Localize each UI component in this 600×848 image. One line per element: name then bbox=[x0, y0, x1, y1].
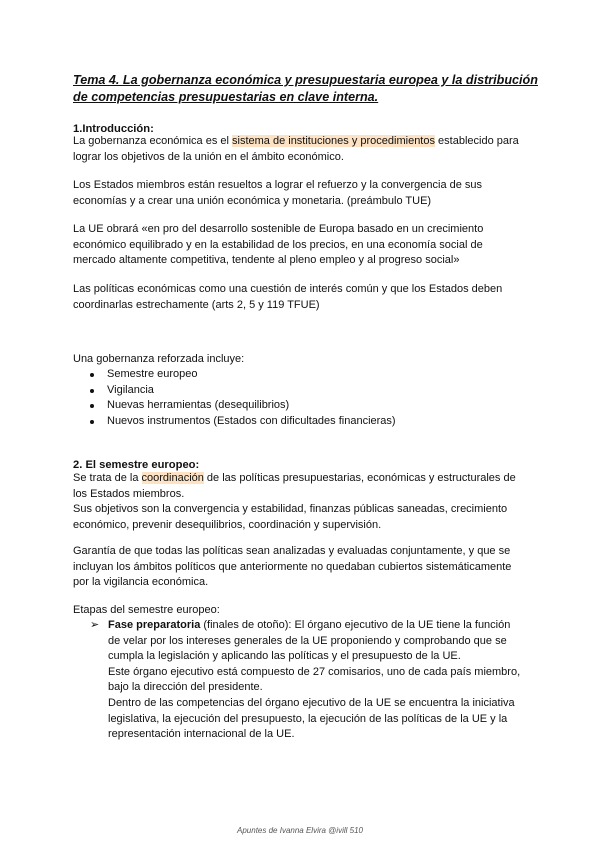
text-line: de velar por los intereses generales de la UE proponiendo y comprobando que se bbox=[108, 634, 507, 647]
semester-paragraph-2 bbox=[73, 544, 533, 591]
text-line: por la vigilancia económica. bbox=[73, 576, 209, 589]
text-line: incluyan los ámbitos políticos que anteriormente no quedaban cubiertos sistemáticamente bbox=[73, 560, 512, 573]
stages-intro: Etapas del semestre europeo: bbox=[73, 604, 220, 616]
text-line: Los Estados miembros están resueltos a lograr el refuerzo y la convergencia de sus bbox=[73, 179, 483, 191]
text-line: bajo la dirección del presidente. bbox=[108, 681, 263, 694]
text-line: coordinarlas estrechamente (arts 2, 5 y 119 TFUE) bbox=[73, 298, 320, 311]
text-line: Sus objetivos son la convergencia y estabilidad, finanzas públicas saneadas, crecimiento bbox=[73, 503, 508, 516]
text-line: Este órgano ejecutivo está compuesto de 27 comisarios, uno de cada país miembro, bbox=[108, 665, 521, 678]
governance-list bbox=[73, 367, 396, 429]
text-run: La gobernanza económica es el bbox=[73, 135, 232, 147]
intro-paragraph-2 bbox=[73, 178, 533, 209]
text-line: económico equilibrado y en la estabilidad de los precios, en una economía social de bbox=[73, 238, 483, 251]
text-line: lograr los objetivos de la unión en el ámbito económico. bbox=[73, 150, 344, 163]
highlighted-text: coordinación bbox=[141, 472, 204, 484]
list-item: Vigilancia bbox=[73, 383, 396, 399]
intro-paragraph-1 bbox=[73, 134, 533, 165]
document-title bbox=[73, 72, 543, 105]
semester-heading: 2. El semestre europeo: bbox=[73, 459, 200, 471]
text-run: Se trata de la bbox=[73, 472, 142, 484]
arrow-bullet-icon: ➢ bbox=[90, 619, 100, 631]
semester-paragraph-1 bbox=[73, 471, 533, 533]
text-line: Las políticas económicas como una cuestión de interés común y que los Estados deben bbox=[73, 283, 503, 295]
stage-name: Fase preparatoria bbox=[108, 619, 201, 631]
text-line: economías y a crear una unión económica y monetaria. (preámbulo TUE) bbox=[73, 194, 432, 207]
text-run: de las políticas presupuestarias, económicas y estructurales de bbox=[203, 472, 516, 484]
list-item: Nuevas herramientas (desequilibrios) bbox=[73, 398, 396, 414]
text-run: establecido para bbox=[434, 135, 519, 147]
list-item: Semestre europeo bbox=[73, 367, 396, 383]
text-line: Garantía de que todas las políticas sean analizadas y evaluadas conjuntamente, y que se bbox=[73, 545, 511, 557]
highlighted-text: sistema de instituciones y procedimientos bbox=[232, 135, 435, 147]
list-item: Nuevos instrumentos (Estados con dificultades financieras) bbox=[73, 414, 396, 430]
text-line: La UE obrará «en pro del desarrollo sostenible de Europa basado en un crecimiento bbox=[73, 223, 484, 235]
intro-paragraph-4 bbox=[73, 282, 533, 313]
text-line: los Estados miembros. bbox=[73, 487, 185, 500]
intro-paragraph-3 bbox=[73, 222, 533, 269]
title-line-2: de competencias presupuestarias en clave interna. bbox=[73, 89, 379, 104]
page-footer: Apuntes de Ivanna Elvira @ivill 510 bbox=[237, 826, 363, 835]
text-line: mercado altamente competitiva, tendente al pleno empleo y al progreso social» bbox=[73, 254, 460, 267]
text-line: representación internacional de la UE. bbox=[108, 728, 295, 741]
text-line: Dentro de las competencias del órgano ejecutivo de la UE se encuentra la iniciativa bbox=[108, 696, 515, 709]
text-line: cumpla la legislación y aplicando las políticas y el presupuesto de la UE. bbox=[108, 650, 461, 663]
list-intro: Una gobernanza reforzada incluye: bbox=[73, 353, 245, 365]
text-line: económico, prevenir desequilibrios, coordinación y supervisión. bbox=[73, 518, 382, 531]
title-line-1: Tema 4. La gobernanza económica y presupuestaria europea y la distribución bbox=[73, 73, 538, 87]
intro-heading: 1.Introducción: bbox=[73, 123, 154, 135]
text-line: legislativa, la ejecución del presupuesto, la ejecución de las políticas de la UE y la bbox=[108, 712, 508, 725]
text-run: (finales de otoño): El órgano ejecutivo de la UE tiene la función bbox=[200, 619, 511, 631]
